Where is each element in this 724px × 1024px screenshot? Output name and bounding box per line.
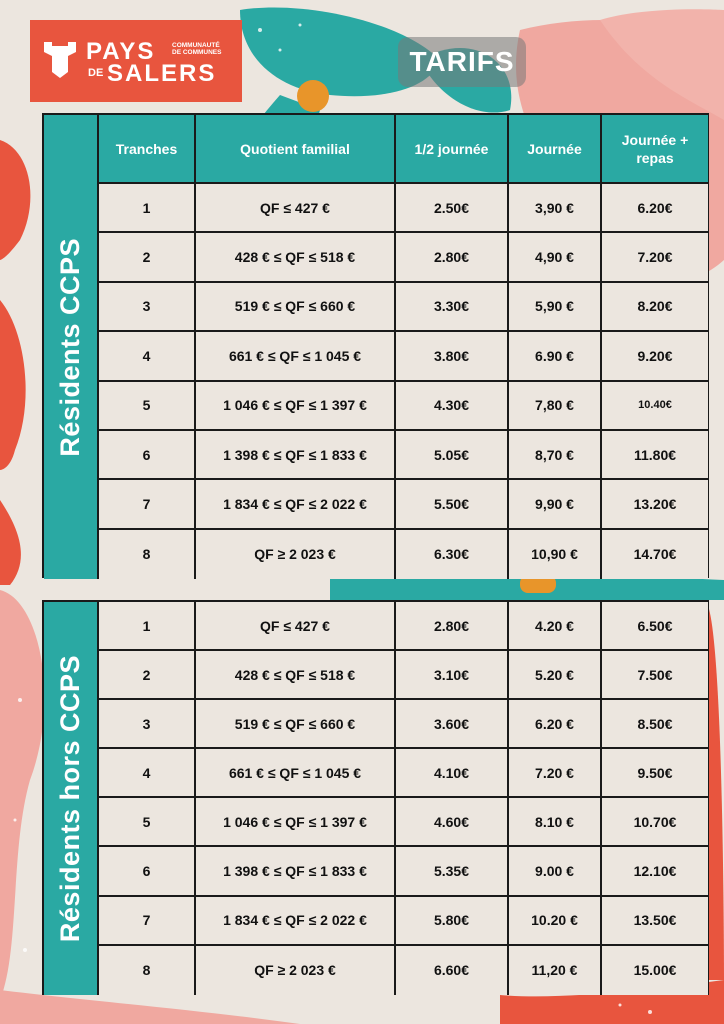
cell-tranche: 6	[99, 431, 196, 480]
cell-demi-journee: 5.50€	[396, 480, 509, 529]
cell-journee-repas: 13.20€	[602, 480, 708, 529]
header-journee-repas: Journée + repas	[602, 115, 708, 184]
cell-journee-repas: 12.10€	[602, 847, 708, 896]
header-quotient: Quotient familial	[196, 115, 396, 184]
cell-journee-repas: 9.20€	[602, 332, 708, 381]
cell-demi-journee: 4.10€	[396, 749, 509, 798]
cell-journee: 3,90 €	[509, 184, 602, 233]
cell-tranche: 2	[99, 651, 196, 700]
cell-demi-journee: 3.60€	[396, 700, 509, 749]
cell-journee: 7.20 €	[509, 749, 602, 798]
cell-journee: 7,80 €	[509, 382, 602, 431]
cell-tranche: 4	[99, 332, 196, 381]
cell-journee-repas: 8.20€	[602, 283, 708, 332]
cell-journee: 4.20 €	[509, 602, 602, 651]
cell-journee: 4,90 €	[509, 233, 602, 282]
cell-journee-repas: 8.50€	[602, 700, 708, 749]
cell-quotient: 519 € ≤ QF ≤ 660 €	[196, 700, 396, 749]
logo-line-2: DE	[88, 67, 104, 79]
cell-tranche: 7	[99, 897, 196, 946]
cow-head-icon	[42, 38, 78, 82]
cell-demi-journee: 4.30€	[396, 382, 509, 431]
cell-journee-repas: 7.50€	[602, 651, 708, 700]
cell-tranche: 3	[99, 283, 196, 332]
pays-de-salers-logo	[30, 20, 242, 102]
cell-tranche: 6	[99, 847, 196, 896]
tarifs-title: TARIFS	[398, 37, 526, 87]
cell-journee: 9,90 €	[509, 480, 602, 529]
cell-demi-journee: 6.30€	[396, 530, 509, 579]
logo-subtitle: COMMUNAUTÉ DE COMMUNES	[172, 42, 222, 56]
cell-journee-repas: 10.70€	[602, 798, 708, 847]
cell-journee: 6.90 €	[509, 332, 602, 381]
cell-demi-journee: 2.80€	[396, 602, 509, 651]
cell-journee: 8,70 €	[509, 431, 602, 480]
cell-tranche: 5	[99, 798, 196, 847]
cell-tranche: 2	[99, 233, 196, 282]
cell-demi-journee: 3.30€	[396, 283, 509, 332]
cell-journee: 10,90 €	[509, 530, 602, 579]
cell-quotient: 1 834 € ≤ QF ≤ 2 022 €	[196, 897, 396, 946]
cell-quotient: 661 € ≤ QF ≤ 1 045 €	[196, 749, 396, 798]
cell-quotient: QF ≤ 427 €	[196, 184, 396, 233]
cell-journee-repas: 10.40€	[602, 382, 708, 431]
header-tranches: Tranches	[99, 115, 196, 184]
section-label-ccps: Résidents CCPS	[44, 115, 99, 579]
cell-journee-repas: 7.20€	[602, 233, 708, 282]
cell-tranche: 8	[99, 530, 196, 579]
cell-tranche: 5	[99, 382, 196, 431]
cell-quotient: 1 398 € ≤ QF ≤ 1 833 €	[196, 847, 396, 896]
cell-journee-repas: 6.20€	[602, 184, 708, 233]
table-residents-ccps	[42, 113, 709, 578]
cell-quotient: 1 398 € ≤ QF ≤ 1 833 €	[196, 431, 396, 480]
cell-tranche: 8	[99, 946, 196, 995]
cell-demi-journee: 6.60€	[396, 946, 509, 995]
cell-demi-journee: 3.10€	[396, 651, 509, 700]
cell-quotient: 428 € ≤ QF ≤ 518 €	[196, 233, 396, 282]
cell-tranche: 7	[99, 480, 196, 529]
cell-journee: 8.10 €	[509, 798, 602, 847]
cell-demi-journee: 5.05€	[396, 431, 509, 480]
header-demi-journee: 1/2 journée	[396, 115, 509, 184]
cell-tranche: 1	[99, 602, 196, 651]
table-residents-hors-ccps	[42, 600, 709, 995]
cell-quotient: QF ≤ 427 €	[196, 602, 396, 651]
cell-tranche: 1	[99, 184, 196, 233]
cell-journee-repas: 11.80€	[602, 431, 708, 480]
cell-quotient: QF ≥ 2 023 €	[196, 530, 396, 579]
cell-quotient: 1 046 € ≤ QF ≤ 1 397 €	[196, 798, 396, 847]
cell-journee: 6.20 €	[509, 700, 602, 749]
cell-journee: 9.00 €	[509, 847, 602, 896]
section-label-hors-ccps: Résidents hors CCPS	[44, 602, 99, 995]
cell-quotient: 661 € ≤ QF ≤ 1 045 €	[196, 332, 396, 381]
cell-journee-repas: 9.50€	[602, 749, 708, 798]
cell-demi-journee: 3.80€	[396, 332, 509, 381]
cell-journee-repas: 15.00€	[602, 946, 708, 995]
cell-quotient: 428 € ≤ QF ≤ 518 €	[196, 651, 396, 700]
cell-demi-journee: 5.80€	[396, 897, 509, 946]
cell-journee: 5,90 €	[509, 283, 602, 332]
cell-journee-repas: 6.50€	[602, 602, 708, 651]
logo-line-1: PAYS	[86, 38, 156, 65]
cell-quotient: 1 046 € ≤ QF ≤ 1 397 €	[196, 382, 396, 431]
cell-quotient: 1 834 € ≤ QF ≤ 2 022 €	[196, 480, 396, 529]
cell-demi-journee: 5.35€	[396, 847, 509, 896]
header-journee: Journée	[509, 115, 602, 184]
cell-tranche: 4	[99, 749, 196, 798]
cell-journee: 5.20 €	[509, 651, 602, 700]
cell-tranche: 3	[99, 700, 196, 749]
cell-demi-journee: 2.50€	[396, 184, 509, 233]
cell-demi-journee: 2.80€	[396, 233, 509, 282]
cell-quotient: 519 € ≤ QF ≤ 660 €	[196, 283, 396, 332]
cell-journee: 11,20 €	[509, 946, 602, 995]
cell-demi-journee: 4.60€	[396, 798, 509, 847]
cell-journee-repas: 13.50€	[602, 897, 708, 946]
logo-line-3: SALERS	[107, 60, 217, 87]
cell-journee-repas: 14.70€	[602, 530, 708, 579]
cell-journee: 10.20 €	[509, 897, 602, 946]
cell-quotient: QF ≥ 2 023 €	[196, 946, 396, 995]
